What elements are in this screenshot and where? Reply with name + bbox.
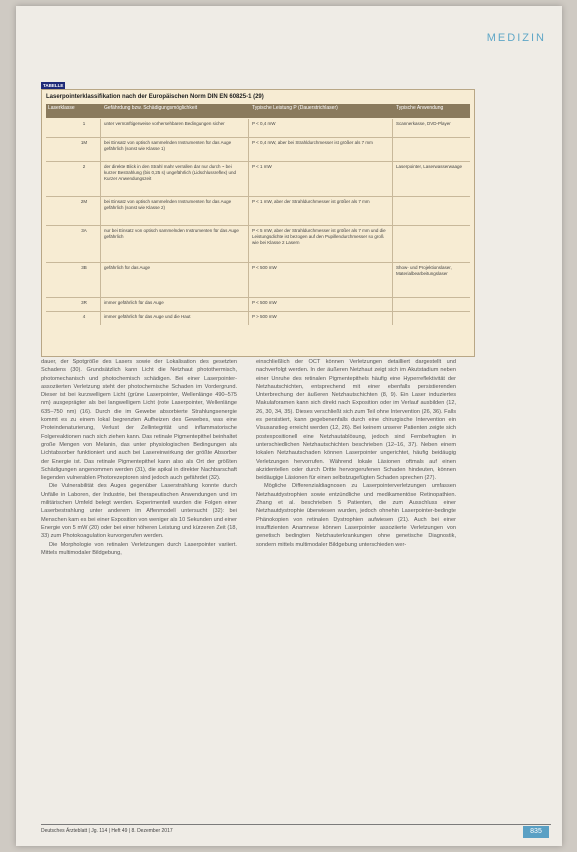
- body-column-left: [41, 358, 237, 557]
- cell-class: 3R: [81, 300, 87, 305]
- cell-risk: bei Einsatz von optisch sammelnden Instrumenten für das Auge gefährlich (sonst wie Klasse 1): [104, 140, 232, 151]
- cell-risk: immer gefährlich für das Auge: [104, 300, 164, 305]
- cell-power: P < 500 mW: [252, 265, 277, 270]
- cell-class: 3A: [81, 228, 87, 233]
- table-header-cell: Laserklasse: [48, 105, 75, 111]
- page-sheet: [16, 6, 562, 846]
- table-row: [46, 119, 470, 138]
- table-row: [46, 298, 470, 312]
- cell-class: 1: [82, 121, 86, 126]
- cell-class: 4: [82, 314, 86, 319]
- cell-risk: unter vernünftigerweise vorhersehbaren Bedingungen sicher: [104, 121, 225, 126]
- body-column-right: [256, 358, 456, 549]
- cell-class: 3B: [81, 265, 87, 270]
- cell-class: 2M: [80, 199, 88, 204]
- cell-power: P < 1 mW, aber der Strahldurchmesser ist größer als 7 mm: [252, 199, 370, 204]
- cell-power: P < 500 mW: [252, 300, 277, 305]
- cell-class: 2: [82, 164, 86, 169]
- classification-table: [41, 89, 475, 357]
- cell-power: P < 5 mW, aber der Strahldurchmesser ist größer als 7 mm und die Leistungsdichte ist bezogen auf den Pupillendurchmesser so groß wie bei Klasse 2 Lasern: [252, 228, 386, 245]
- table-tag-label: TABELLE: [43, 83, 64, 88]
- paragraph: dauer, der Spotgröße des Lasers sowie der Lokalisation des gesetzten Schadens (30). Grundsätzlich kann Licht die Netzhaut photothermisch, photomechanisch und photochemisch schädigen. Bei einer Laserpointer-assoziierten Verletzung steht der photochemische Schaden im Vordergrund. Dieser ist bei kurzwelligem Licht (grüne Laserpointer, Wellenlänge 490–575 nm) ausgeprägter als bei langwelligem Licht (rote Laserpointer, Wellenlänge 635–750 nm) (16). Durch die im Gewebe absorbierte Strahlungsenergie kommt es zu einem lokal begrenzten Aufheizen des Gewebes, was eine Proteindenaturierung, Verlust der Zellintegrität und inflammatorische Folgereaktionen nach sich ziehen kann. Das retinale Pigmentepithel beinhaltet große Mengen von Melanin, das unter physiologischen Bedingungen als Lichtabsorber funktioniert und auch bei Lasereinwirkung der größte Absorber der Energie ist. Das retinale Pigmentepithel kann also als Ort der größten Schädigungen angenommen werden (31), die apikal in direkter Nachbarschaft liegenden vulnerablen Photorezeptoren sind jedoch auch gefährdet (32).: [41, 359, 237, 482]
- cell-risk: gefährlich für das Auge: [104, 265, 151, 270]
- cell-power: P < 0,4 mW: [252, 121, 276, 126]
- footer-rule: [41, 824, 551, 825]
- column-divider: [248, 119, 249, 325]
- cell-use: Show- und Projektionslaser, Materialbearbeitungslaser: [396, 265, 452, 276]
- table-title: Laserpointerklassifikation nach der Europäischen Norm DIN EN 60825-1 (29): [46, 94, 264, 100]
- cell-use: Scannerkasse, DVD-Player: [396, 121, 451, 126]
- cell-risk: bei Einsatz von optisch sammelnden Instrumenten für das Auge gefährlich (sonst wie Klasse 2): [104, 199, 232, 210]
- cell-power: P < 1 mW: [252, 164, 272, 169]
- column-divider: [392, 119, 393, 325]
- paragraph: Die Morphologie von retinalen Verletzungen durch Laserpointer variiert. Mittels multimodaler Bildgebung,: [41, 541, 237, 556]
- column-divider: [100, 119, 101, 325]
- footer-citation: Deutsches Ärzteblatt | Jg. 114 | Heft 49 | 8. Dezember 2017: [41, 828, 173, 834]
- paragraph: einschließlich der OCT können Verletzungen detailliert dargestellt und nachverfolgt werden. In der äußeren Netzhaut zeigt sich im Akutstadium neben einer Unruhe des retinalen Pigmentepithels häufig eine Hyperreflektivität der Netzhautschichten, entsprechend mit einer ebenfalls persistierenden Unterbrechung der äußeren Netzhautschichten (8, 9). Ein Laser induziertes Makulaforamen kann sich direkt nach Exposition oder im Verlauf ausbilden (12, 26, 30, 34, 35). Dieses verschließt sich zum Teil ohne Intervention (26, 36). Falls es persistiert, kann gegebenenfalls durch eine chirurgische Intervention ein Visusanstieg erreicht werden (12, 26). Bei keinem unserer Patienten zeigte sich postexpositionell eine Netzhautablösung, jedoch sind Fernbefragten in unterschiedlichen Netzhautschichten beschrieben (12–16, 37). Neben einem lokalen Netzhautschaden können Laserpointer ungerichtet, häufig beidäugig Verletzungen hervorrufen. Während lokale Läsionen oftmals auf einen akzidentellen oder durch Dritte hervorgerufenen Schaden hindeuten, können beidäugige Läsionen für einen selbstzugefügten Schaden sprechen (27).: [256, 359, 456, 482]
- table-row: [46, 226, 470, 263]
- table-header: [46, 104, 470, 118]
- cell-risk: nur bei Einsatz von optisch sammelnden Instrumenten für das Auge gefährlich: [104, 228, 239, 239]
- section-label: MEDIZIN: [486, 32, 546, 44]
- table-row: [46, 138, 470, 162]
- cell-power: P > 500 mW: [252, 314, 277, 319]
- table-tag: [41, 82, 65, 89]
- table-row: [46, 162, 470, 197]
- cell-risk: der direkte Blick in den Strahl mahr verrallen dar nur durch ~ bei kurzer Bestrahlung (bis 0,25 s) ungefährlich (Lidschlussreflex) und Kurzer Anwendungszeit: [104, 164, 237, 181]
- table-header-cell: Typische Anwendung: [396, 105, 444, 111]
- table-row: [46, 263, 470, 298]
- page-number: 835: [523, 826, 549, 838]
- cell-use: Laserpointer, Laserwasserwaage: [396, 164, 463, 169]
- table-header-cell: Gefährdung bzw. Schädigungsmöglichkeit: [104, 105, 198, 111]
- cell-risk: immer gefährlich für das Auge und die Haut: [104, 314, 191, 319]
- paragraph: Die Vulnerabilität des Auges gegenüber Laserstrahlung konnte durch Unfälle in Laboren, der Industrie, bei therapeutischen Anwendungen und im militärischen Umfeld belegt werden. Experimentell wurden die Folgen einer Laserbestrahlung unter anderem im Affenmodell untersucht (32): bei Menschen kam es bei einer Exposition von weniger als 10 Sekunden und einer Energie von 5 mW (20) oder bei einer höheren Leistung und kürzeren Zeit (18, 33) zum Photokoagulation kurvorgerufen werden.: [41, 483, 237, 540]
- table-row: [46, 312, 470, 325]
- table-header-cell: Typische Leistung P (Dauerstrichlaser): [252, 105, 338, 111]
- cell-power: P < 0,4 mW, aber bei Strahldurchmesser ist größer als 7 mm: [252, 140, 373, 145]
- cell-class: 1M: [80, 140, 88, 145]
- paragraph: Mögliche Differenzialdiagnosen zu Laserpointerverletzungen umfassen Netzhautdystrophien sowie entzündliche und medikamentöse Retinopathien. Zhang et al. beschrieben 5 Patienten, die zum Ausschluss einer Netzhautdystrophie überwiesen wurden, jedoch ohnehin Laserpointer-bedingte Phänokopien von retinalen Dystrophien aufwiesen (21). Auch bei einer insuffizienten Anamnese können Laserpointer assoziierte Verletzungen von genetisch bedingten Netzhauterkrankungen ohne genetische Diagnostik, sondern mittels multimodaler Bildgebung unterschieden wer-: [256, 483, 456, 548]
- table-row: [46, 197, 470, 226]
